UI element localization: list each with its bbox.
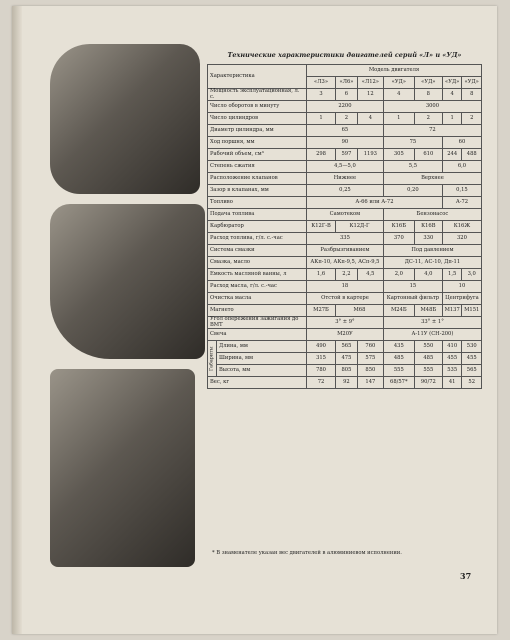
cell: 1 [442,113,462,125]
cell: 1,5 [442,269,462,281]
engine-photo-l [50,44,200,194]
cell: 475 [336,353,358,365]
cell: 2200 [307,101,384,113]
row-label: Число оборотов в минуту [208,101,307,113]
cell: 565 [462,365,482,377]
cell: 4,5—5,0 [307,161,384,173]
table-row [208,161,482,173]
cell: 52 [462,377,482,389]
cell: М27Б [307,305,336,317]
cell: 0,25 [307,185,384,197]
cell: 1,6 [307,269,336,281]
row-label: Топливо [208,197,307,209]
cell: 68/57* [383,377,414,389]
cell: 320 [442,233,481,245]
cell: 72 [383,125,481,137]
cell: Разбрызгиванием [307,245,384,257]
row-label: Емкость масляной ванны, л [208,269,307,281]
cell: 530 [462,341,482,353]
cell: 3 [307,89,336,101]
table-header-row [208,65,482,77]
cell: 488 [462,149,482,161]
cell: 90/72 [414,377,442,389]
table-row [208,245,482,257]
table-row [208,293,482,305]
table-row [208,257,482,269]
cell: 3000 [383,101,481,113]
table-row [208,125,482,137]
row-label: Число цилиндров [208,113,307,125]
table-row [208,377,482,389]
cell: 6 [336,89,358,101]
cell: Бензонасос [383,209,481,221]
row-label: Диаметр цилиндра, мм [208,125,307,137]
table-row [208,353,482,365]
cell: К16В [414,221,442,233]
cell: 850 [357,365,383,377]
cell: 75 [383,137,442,149]
cell: 335 [307,233,384,245]
row-label: Угол опережения зажигания до ВМТ [208,317,307,329]
cell: 0,15 [442,185,481,197]
row-label: Расход топлива, г/л. с.-час [208,233,307,245]
cell: 4 [383,89,414,101]
cell: 1 [383,113,414,125]
row-label: Расположение клапанов [208,173,307,185]
table-row [208,89,482,101]
table-row [208,365,482,377]
cell: 65 [307,125,384,137]
cell: 6,0 [442,161,481,173]
row-label: Система смазки [208,245,307,257]
cell: А-66 или А-72 [307,197,443,209]
page-number: 37 [460,571,472,581]
book-page [12,6,497,634]
cell: 805 [336,365,358,377]
cell: 244 [442,149,462,161]
header-param: Характеристика [208,65,307,89]
cell: 1 [307,113,336,125]
model-header: «Л12» [357,77,383,89]
cell: 2,2 [336,269,358,281]
cell: 3,0 [462,269,482,281]
cell: Центрифуга [442,293,481,305]
cell: 4 [357,113,383,125]
table-row [208,317,482,329]
cell: К16Б [383,221,414,233]
model-header: «Л6» [336,77,358,89]
cell: 2 [336,113,358,125]
row-label: Карбюратор [208,221,307,233]
row-label: Магнето [208,305,307,317]
cell: 72 [307,377,336,389]
cell: 455 [442,353,462,365]
cell: 305 [383,149,414,161]
cell: М24Б [383,305,414,317]
table-row [208,113,482,125]
cell: 535 [442,365,462,377]
cell: 760 [357,341,383,353]
cell: 555 [383,365,414,377]
table-row [208,233,482,245]
cell: 550 [414,341,442,353]
cell: 60 [442,137,481,149]
cell: Самотеком [307,209,384,221]
cell: 610 [414,149,442,161]
table-row [208,173,482,185]
cell: М20У [307,329,384,341]
row-label: Мощность эксплуатационная, л. с. [208,89,307,101]
engine-photo-ud [50,204,205,359]
cell: 0,20 [383,185,442,197]
table-row [208,281,482,293]
cell: 575 [357,353,383,365]
cell: 330 [414,233,442,245]
cell: 8 [414,89,442,101]
cell: 4,0 [414,269,442,281]
table-row [208,149,482,161]
cell: 92 [336,377,358,389]
cell: 4,5 [357,269,383,281]
model-header: «УД» [462,77,482,89]
cell: 3° ± 9° [307,317,384,329]
row-label: Ширина, мм [217,353,307,365]
engine-photo-ud-vertical [50,369,195,567]
cell: А-11У (СН-200) [383,329,481,341]
cell: К12Г-В [307,221,336,233]
row-label: Подача топлива [208,209,307,221]
table-row [208,197,482,209]
cell: Верхнее [383,173,481,185]
cell: 485 [383,353,414,365]
table-row [208,221,482,233]
row-label: Степень сжатия [208,161,307,173]
cell: 780 [307,365,336,377]
table-row [208,209,482,221]
model-header: «УД» [442,77,462,89]
cell: М68 [336,305,384,317]
cell: 15 [383,281,442,293]
table-title: Технические характеристики двигателей серий «Л» и «УД» [227,51,462,59]
spec-table [207,64,482,389]
cell: Под давлением [383,245,481,257]
cell: А-72 [442,197,481,209]
cell: М151 [462,305,482,317]
footnote: * В знаменателе указан вес двигателей в алюминиевом исполнении. [212,550,402,556]
cell: Отстой в картере [307,293,384,305]
cell: Нижнее [307,173,384,185]
cell: 5,5 [383,161,442,173]
cell: 90 [307,137,384,149]
cell: 147 [357,377,383,389]
cell: АКп-10, АКп-9,5, АСп-9,5 [307,257,384,269]
table-row [208,305,482,317]
row-label: Ход поршня, мм [208,137,307,149]
cell: 555 [414,365,442,377]
cell: 410 [442,341,462,353]
dims-group-label: Габариты [208,341,217,377]
cell: 565 [336,341,358,353]
cell: 315 [307,353,336,365]
cell: 490 [307,341,336,353]
cell: 8 [462,89,482,101]
cell: 10 [442,281,481,293]
table-row [208,341,482,353]
cell: Картонный фильтр [383,293,442,305]
table-row [208,101,482,113]
cell: М48Б [414,305,442,317]
table-row [208,185,482,197]
header-models-group: Модель двигателя [307,65,482,77]
model-header: «Л3» [307,77,336,89]
cell: 2,0 [383,269,414,281]
table-row [208,269,482,281]
page-binding [12,6,22,634]
cell: 41 [442,377,462,389]
cell: К12Д-Г [336,221,384,233]
cell: 1193 [357,149,383,161]
row-label: Рабочий объем, см³ [208,149,307,161]
table-row [208,137,482,149]
row-label: Высота, мм [217,365,307,377]
cell: 18 [307,281,384,293]
cell: К16Ж [442,221,481,233]
row-label: Расход масла, г/л. с.-час [208,281,307,293]
row-label: Смазка, масло [208,257,307,269]
cell: 12 [357,89,383,101]
model-header: «УД» [414,77,442,89]
cell: 2 [414,113,442,125]
cell: 485 [414,353,442,365]
row-label: Вес, кг [208,377,307,389]
cell: 597 [336,149,358,161]
cell: 4 [442,89,462,101]
cell: 298 [307,149,336,161]
model-header: «УД» [383,77,414,89]
row-label: Свеча [208,329,307,341]
table-row [208,329,482,341]
cell: 2 [462,113,482,125]
cell: 455 [462,353,482,365]
row-label: Длина, мм [217,341,307,353]
cell: 370 [383,233,414,245]
row-label: Очистка масла [208,293,307,305]
cell: 435 [383,341,414,353]
row-label: Зазор в клапанах, мм [208,185,307,197]
cell: 33° ± 1° [383,317,481,329]
cell: ДС-11, АС-10, Дп-11 [383,257,481,269]
cell: М137 [442,305,462,317]
